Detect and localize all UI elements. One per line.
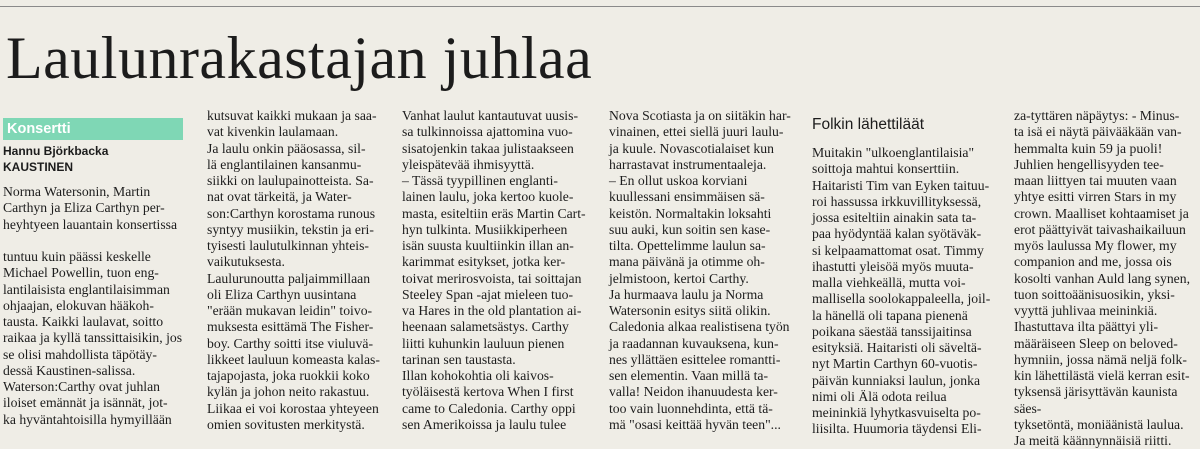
text-line: ta isä ei näytä päivääkään van- (1014, 124, 1182, 140)
text-line: sisatojenkin takaa julistaakseen (402, 140, 574, 156)
text-line: sa tulkinnoissa ajattomina vuo- (402, 124, 573, 140)
text-line: syntyy musiikin, tekstin ja eri- (207, 221, 374, 237)
text-line: Ihastuttava ilta päättyi yli- (1014, 319, 1159, 335)
text-line: tajapojasta, joka ruokkii koko (207, 368, 370, 383)
text-line: ka hyväntahtoisilla hymyillään (3, 411, 172, 427)
text-line: liitti kuhunkin lauluun pienen (402, 335, 565, 351)
text-line: suu auki, kun soitin sen kase- (609, 221, 771, 237)
text-line: jossa esiteltiin ainakin sata ta- (812, 210, 977, 225)
byline-location: KAUSTINEN (3, 160, 74, 174)
text-line: companion and me, jossa ois (1014, 254, 1172, 270)
text-line: va Hares in the old plantation ai- (402, 303, 582, 318)
text-line: oli Eliza Carthyn uusintana (207, 286, 357, 302)
text-line: crown. Maalliset kohtaamiset ja (1014, 205, 1189, 221)
text-line: sen Amerikoissa ja laulu tulee (402, 416, 567, 432)
text-line: tyksensä järisyttävän kaunista säes- (1014, 384, 1178, 416)
text-line: heenaan salametsästys. Carthy (402, 319, 569, 335)
text-line: Michael Powellin, tuon eng- (3, 265, 159, 281)
text-line: nat ovat tärkeitä, ja Water- (207, 189, 352, 205)
text-line: heyhtyeen lauantain konsertissa (3, 216, 178, 232)
text-line: kylän ja johon neito rakastuu. (207, 384, 370, 400)
byline (3, 143, 196, 175)
article-column-4 (609, 108, 803, 433)
text-line: ja raadannan kuvauksena, kun- (609, 335, 779, 351)
text-line: roi hassussa irkkuvillityksessä, (812, 193, 982, 209)
text-line (3, 233, 196, 249)
text-line: Ja hurmaava laulu ja Norma (609, 286, 764, 302)
section-kicker: Konsertti (3, 118, 183, 140)
text-line: isän suusta kuultiinkin illan an- (402, 238, 574, 253)
text-line: malla viehkeällä, mutta voi- (812, 275, 966, 290)
text-line: too vain luonnehdinta, että tä- (609, 400, 773, 416)
text-line: harrastavat instrumentaaleja. (609, 156, 767, 172)
article-column-2 (207, 108, 395, 433)
article-column-1 (3, 118, 196, 428)
text-line: Carthyn ja Eliza Carthyn per- (3, 200, 165, 216)
byline-author: Hannu Björkbacka (3, 144, 109, 158)
text-line: Caledonia alkaa realistisena työn (609, 319, 790, 335)
text-line: hemmalta kuin 59 ja puoli! (1014, 140, 1163, 156)
text-line: Nova Scotiasta ja on siitäkin har- (609, 108, 791, 123)
text-line: hyn tulkinta. Musiikkiperheen (402, 221, 568, 237)
text-line: kin lähettilästä vielä kerran esit- (1014, 368, 1190, 383)
text-line: lantilaisista englantilaisimman (3, 281, 170, 297)
text-line: Ja meitä käännynnäisiä riitti. (1014, 433, 1172, 448)
text-line: nyt Martin Carthyn 60-vuotis- (812, 356, 978, 372)
text-line: iloiset emännät ja isännät, jot- (3, 395, 168, 411)
text-line: za-tyttären näpäytys: - Minus- (1014, 108, 1180, 123)
text-line: hymniin, jossa nämä neljä folk- (1014, 351, 1187, 367)
article-column-3 (402, 108, 602, 433)
text-line: tausta. Kaikki laulavat, soitto (3, 314, 164, 329)
text-line: la hänellä oli tapana pienenä (812, 307, 968, 323)
text-line: – Tässä tyypillinen englanti- (402, 173, 558, 188)
text-line: kuullessani ensimmäisen sä- (609, 189, 765, 205)
text-line: Haitaristi Tim van Eyken taituu- (812, 177, 990, 193)
text-line: mana päivänä ja otimme oh- (609, 254, 765, 270)
text-line: kosolti vanhan Auld lang synen, (1014, 270, 1191, 286)
text-line: tarinan sen taustasta. (402, 351, 516, 367)
top-rule (0, 6, 1200, 7)
text-line: tuntuu kuin päässi keskelle (3, 249, 151, 264)
text-line: omien sovitusten merkitystä. (207, 416, 365, 432)
text-line: lä englantilainen kansanmu- (207, 156, 362, 172)
section-subheading: Folkin lähettiläät (812, 116, 925, 133)
text-line: masta, esiteltiin eräs Martin Cart- (402, 205, 586, 221)
text-line: paa hyödyntää kalan syötäväk- (812, 226, 982, 242)
text-line: lainen laulu, joka kertoo kuole- (402, 189, 574, 205)
text-line: se olisi mahdollista täpötäy- (3, 346, 157, 362)
text-line: esityksiä. Haitaristi oli säveltä- (812, 340, 982, 355)
text-line: Steeley Span -ajat mieleen tuo- (402, 286, 574, 302)
text-line: mallisella soolokappaleella, joil- (812, 291, 991, 307)
text-line: maan liittyen tai muuten vaan (1014, 173, 1177, 188)
text-line: Norma Watersonin, Martin (3, 184, 151, 199)
text-line: muksesta esittämä The Fisher- (207, 319, 374, 335)
text-line: vaikutuksesta. (207, 254, 285, 270)
text-line: son:Carthyn korostama runous (207, 205, 376, 221)
text-line: yhtye esitti virren Stars in my (1014, 189, 1177, 205)
text-line: ohjaajan, elokuvan hääkoh- (3, 297, 154, 313)
text-line: ihastutti yleisöä myös muuta- (812, 258, 974, 274)
text-line: mä "osasi keittää hyvän teen"... (609, 416, 781, 432)
text-line: Juhlien hengellisyyden tee- (1014, 156, 1164, 172)
text-line: dessä Kaustinen-salissa. (3, 362, 136, 378)
text-line: nimi oli Älä odota reilua (812, 388, 947, 404)
text-line: likkeet lauluun komeasta kalas- (207, 351, 380, 367)
text-line: tyisesti laulutulkinnan yhteis- (207, 238, 369, 253)
text-line: päivän kunniaksi laulun, jonka (812, 372, 981, 388)
text-line: määräiseen Sleep on beloved- (1014, 335, 1178, 351)
text-line: Watersonin esitys siitä olikin. (609, 303, 771, 318)
text-line: came to Caledonia. Carthy oppi (402, 400, 576, 416)
headline: Laulunrakastajan juhlaa (6, 25, 593, 91)
text-line: Ja laulu onkin pääosassa, sil- (207, 140, 366, 156)
text-line: valla! Neidon ihanuudesta ker- (609, 384, 778, 400)
text-line: Muitakin "ulkoenglantilaisia" (812, 145, 975, 160)
text-line: Laulurunoutta paljaimmillaan (207, 270, 371, 286)
text-line: liisilta. Huumoria täydensi Eli- (812, 421, 982, 437)
text-line: – En ollut uskoa korviani (609, 173, 748, 188)
text-line: meininkiä lyhytkasvuiselta po- (812, 405, 981, 420)
text-line: nes yllättäen esittelee romantti- (609, 351, 781, 367)
text-line: karimmat esitykset, jotka ker- (402, 254, 566, 270)
text-line: "erään mukavan leidin" toivo- (207, 303, 373, 318)
text-line: boy. Carthy soitti itse viuluvä- (207, 335, 374, 351)
text-line: sen elementin. Vaan millä ta- (609, 368, 769, 383)
text-line: työläisestä kertova When I first (402, 384, 574, 400)
text-line: vat kivenkin laulamaan. (207, 124, 339, 140)
text-line: erot päättyivät taivashaikailuun (1014, 221, 1186, 237)
text-line: Vanhat laulut kantautuvat uusis- (402, 108, 578, 123)
text-line: tuon soittoäänisuosikin, yksi- (1014, 286, 1175, 302)
text-line: tilta. Opettelimme laulun sa- (609, 238, 766, 253)
article-column-6 (1014, 108, 1198, 449)
text-line: yleispätevää ihmisyyttä. (402, 156, 535, 172)
text-line: raikaa ja kyllä tanssittaisikin, jos (3, 330, 183, 346)
text-line: tyksetöntä, moniäänistä laulua. (1014, 416, 1184, 432)
article-column-5 (812, 108, 1008, 438)
text-line: kutsuvat kaikki mukaan ja saa- (207, 108, 377, 123)
text-line: siikki on laulupainotteista. Sa- (207, 173, 374, 188)
text-line: Waterson:Carthy ovat juhlan (3, 379, 161, 394)
text-line: jelmistoon, kertoi Carthy. (609, 270, 749, 286)
text-line: vyyttä juhlivaa meininkiä. (1014, 303, 1158, 318)
text-line: Illan kohokohtia oli kaivos- (402, 368, 554, 383)
text-line: Liikaa ei voi korostaa yhteyeen (207, 400, 379, 416)
text-line: vinainen, ettei siellä juuri laulu- (609, 124, 784, 140)
text-line: poikana säestää tanssijaitinsa (812, 323, 972, 339)
text-line: soittoja mahtui konserttiin. (812, 161, 960, 177)
text-line: keistön. Normaltakin loksahti (609, 205, 772, 221)
text-line: toivat merirosvoista, tai soittajan (402, 270, 582, 286)
text-line: myös laulussa My flower, my (1014, 238, 1177, 253)
text-line: ja kuule. Novascotialaiset kun (609, 140, 774, 156)
text-line: si kelpaamattomat osat. Timmy (812, 242, 984, 258)
